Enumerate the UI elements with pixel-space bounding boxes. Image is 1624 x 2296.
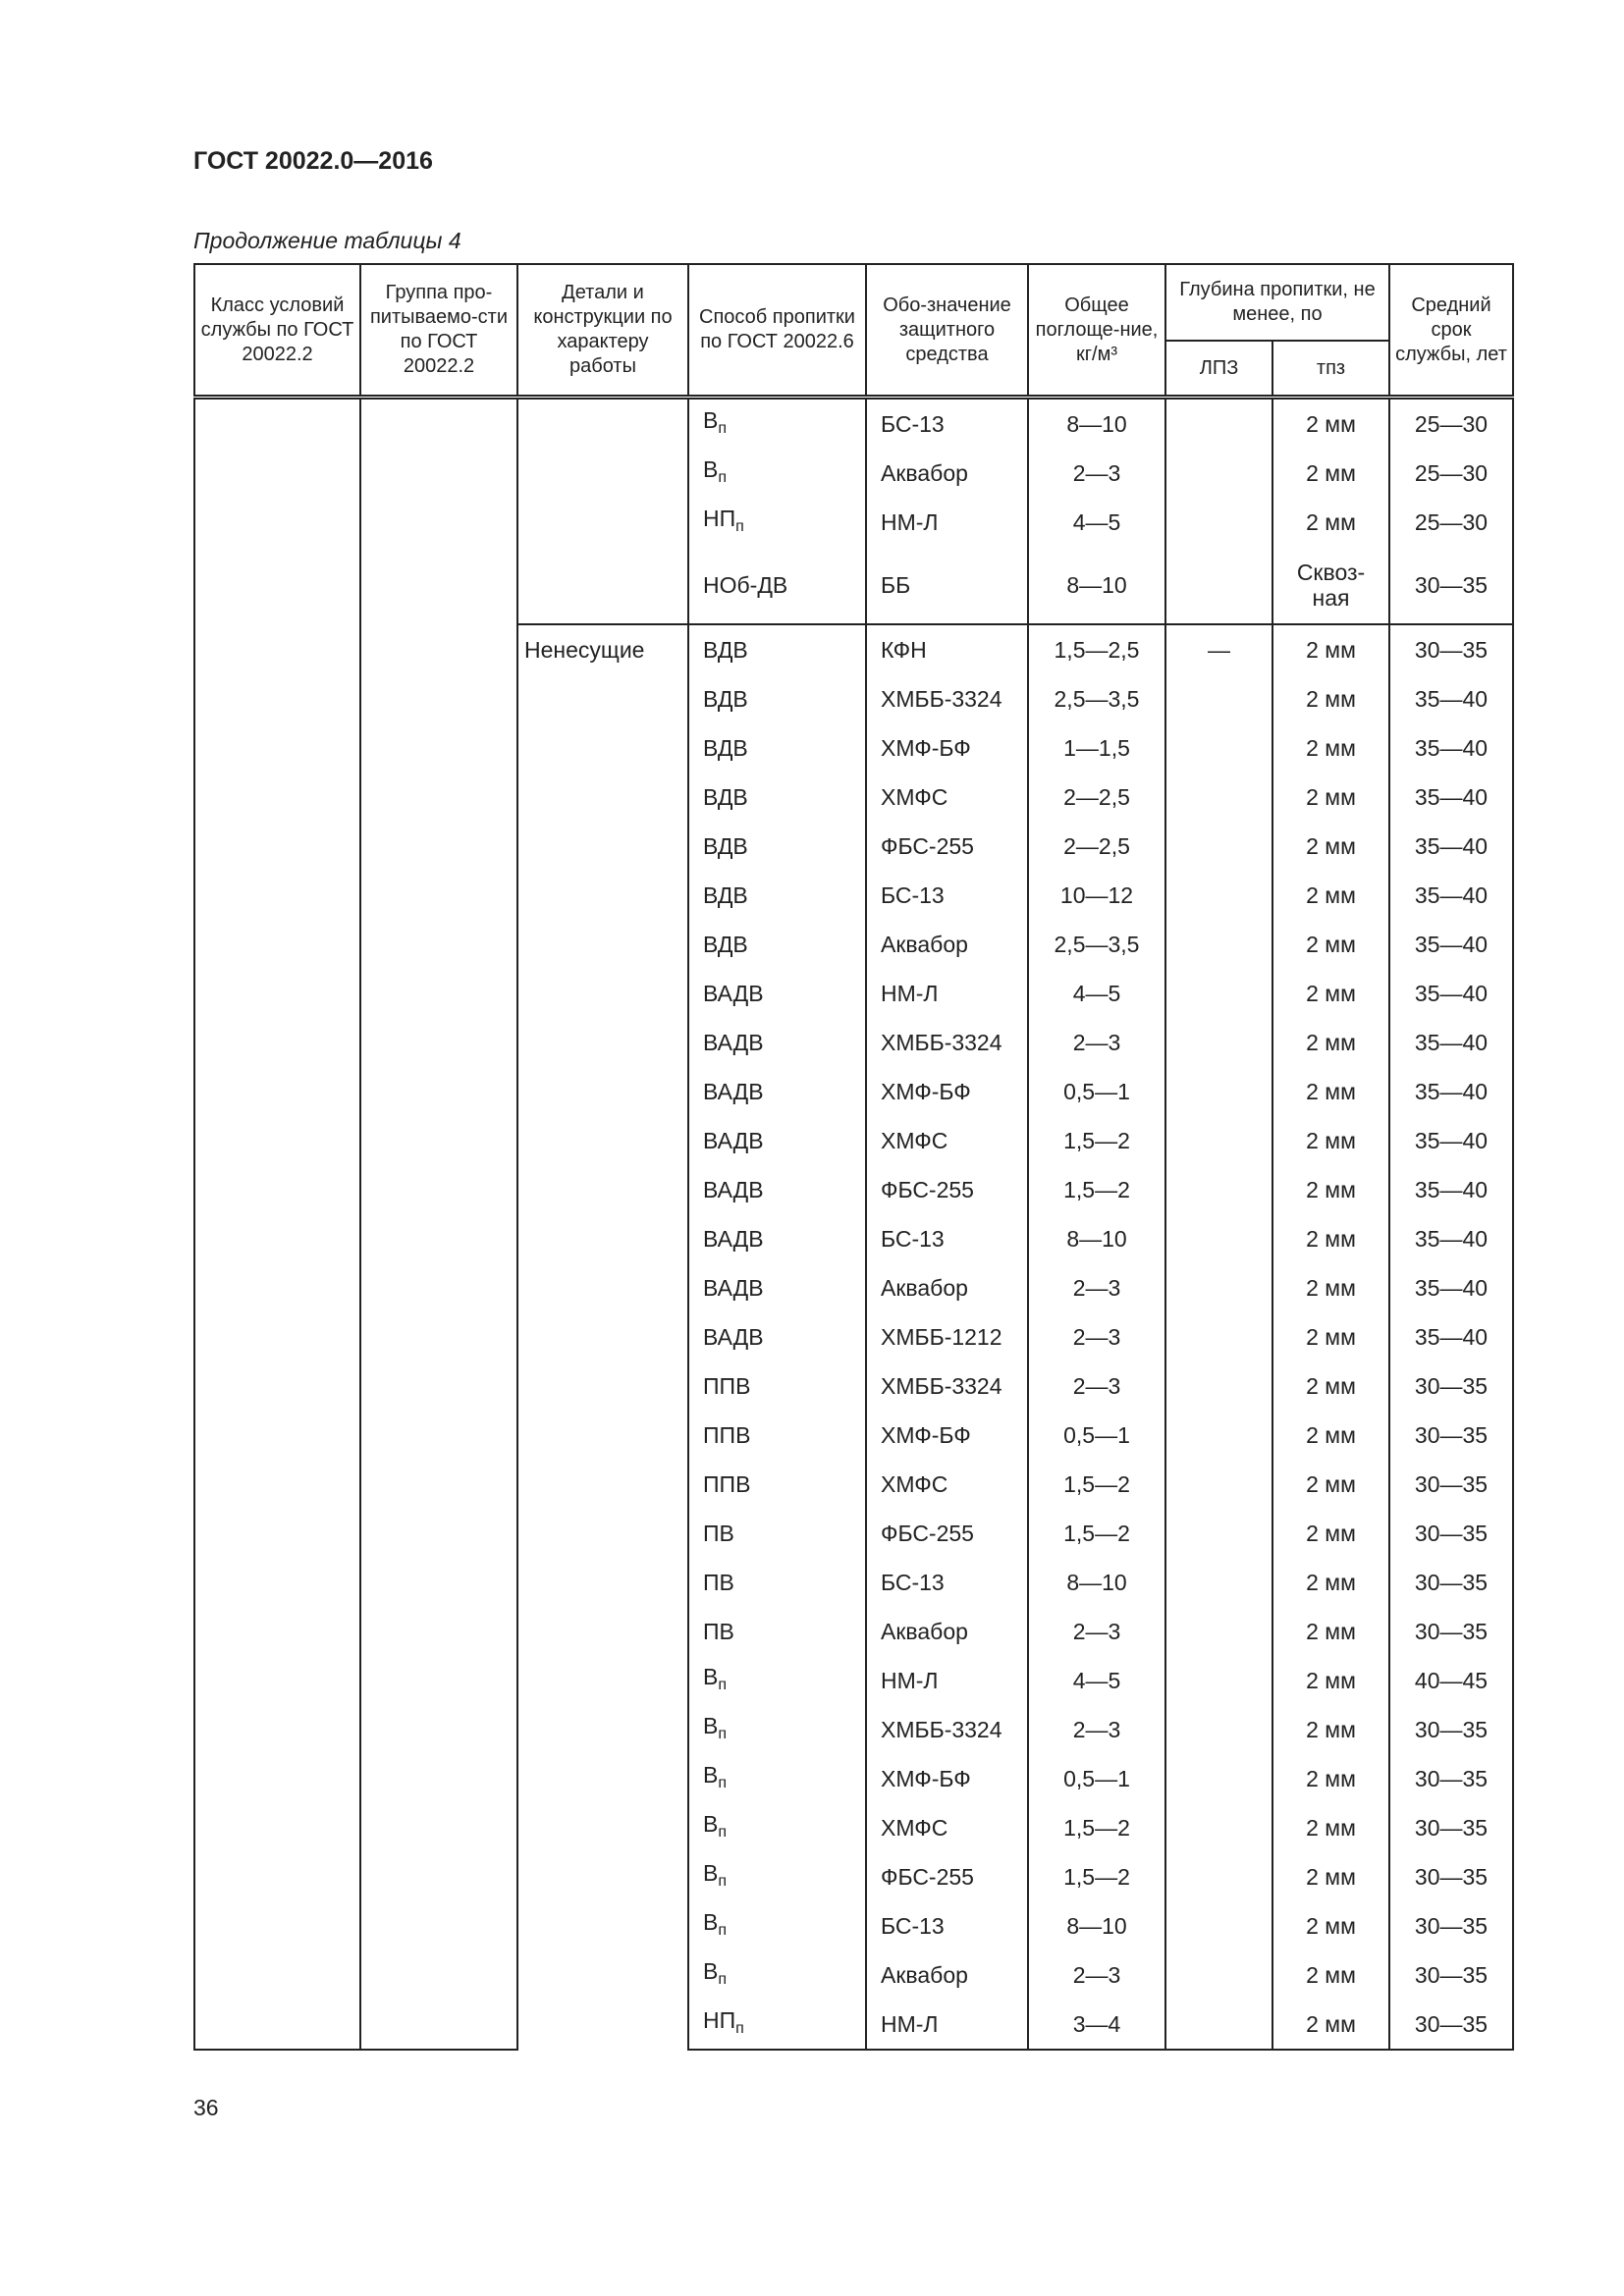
cell-agent: ФБС-255 [866,822,1028,871]
cell-agent: Аквабор [866,1263,1028,1312]
cell-service: 35—40 [1389,920,1513,969]
cell-absorption: 1,5—2 [1028,1165,1165,1214]
cell-service: 30—35 [1389,1852,1513,1901]
cell-method [688,547,866,624]
cell-agent: ХМФС [866,1116,1028,1165]
cell-agent: ББ [866,547,1028,624]
cell-method [688,1018,866,1067]
cell-service: 25—30 [1389,498,1513,547]
cell-service: 30—35 [1389,1411,1513,1460]
cell-agent: КФН [866,624,1028,674]
method-code: ПВ [703,1619,734,1644]
cell-service: 35—40 [1389,1312,1513,1362]
method-code: ВАДВ [703,1226,764,1252]
cell-absorption: 2—3 [1028,1263,1165,1312]
cell-service: 35—40 [1389,969,1513,1018]
cell-lpz [1165,547,1272,624]
method-subscript: п [718,1676,728,1693]
cell-agent: НМ-Л [866,2000,1028,2050]
cell-lpz [1165,969,1272,1018]
cell-lpz [1165,1901,1272,1950]
cell-absorption: 8—10 [1028,398,1165,450]
cell-lpz [1165,498,1272,547]
cell-lpz [1165,1803,1272,1852]
cell-lpz [1165,398,1272,450]
cell-absorption: 8—10 [1028,1214,1165,1263]
cell-method [688,1411,866,1460]
cell-tpz: 2 мм [1272,1263,1389,1312]
cell-tpz: 2 мм [1272,723,1389,773]
cell-method [688,1656,866,1705]
cell-method [688,871,866,920]
cell-absorption: 2—3 [1028,1950,1165,2000]
cell-tpz: Сквоз-ная [1272,547,1389,624]
cell-service: 35—40 [1389,822,1513,871]
cell-method [688,1362,866,1411]
method-subscript: п [718,1872,728,1890]
cell-method [688,1509,866,1558]
cell-absorption: 2—3 [1028,449,1165,498]
cell-service: 25—30 [1389,398,1513,450]
cell-tpz: 2 мм [1272,1165,1389,1214]
cell-absorption: 1,5—2,5 [1028,624,1165,674]
cell-agent: НМ-Л [866,498,1028,547]
cell-lpz [1165,2000,1272,2050]
method-code: В [703,1859,719,1886]
cell-absorption: 0,5—1 [1028,1067,1165,1116]
header-absorption: Общее поглоще-ние, кг/м³ [1028,264,1165,398]
method-code: ВДВ [703,882,748,908]
cell-method [688,1067,866,1116]
cell-absorption: 2—3 [1028,1018,1165,1067]
cell-service: 30—35 [1389,1754,1513,1803]
method-code: В [703,455,719,482]
table-row [194,398,1513,450]
method-code: В [703,1712,719,1738]
cell-absorption: 2—3 [1028,1312,1165,1362]
cell-lpz [1165,1656,1272,1705]
cell-lpz [1165,1362,1272,1411]
cell-method [688,624,866,674]
cell-method [688,1558,866,1607]
header-agent: Обо-значение защитного средства [866,264,1028,398]
cell-method [688,674,866,723]
header-service: Средний срок службы, лет [1389,264,1513,398]
cell-lpz [1165,1460,1272,1509]
cell-absorption: 0,5—1 [1028,1411,1165,1460]
cell-service: 30—35 [1389,1901,1513,1950]
header-tpz: тпз [1272,341,1389,398]
cell-agent: ФБС-255 [866,1165,1028,1214]
cell-absorption: 4—5 [1028,969,1165,1018]
cell-method [688,1852,866,1901]
cell-lpz [1165,1852,1272,1901]
cell-service: 35—40 [1389,1116,1513,1165]
cell-lpz [1165,1509,1272,1558]
method-code: В [703,406,719,433]
method-code: ПВ [703,1570,734,1595]
cell-service: 30—35 [1389,547,1513,624]
cell-method [688,773,866,822]
cell-service: 30—35 [1389,1950,1513,2000]
cell-service: 35—40 [1389,1165,1513,1214]
cell-lpz [1165,871,1272,920]
cell-tpz: 2 мм [1272,1901,1389,1950]
cell-method [688,969,866,1018]
cell-lpz [1165,1705,1272,1754]
cell-lpz [1165,1067,1272,1116]
cell-method [688,1705,866,1754]
cell-method [688,1901,866,1950]
method-subscript: п [735,517,744,535]
header-group: Группа про-питываемо-сти по ГОСТ 20022.2 [360,264,517,398]
cell-tpz: 2 мм [1272,674,1389,723]
method-code: В [703,1663,719,1689]
method-code: ВДВ [703,932,748,957]
method-code: ВАДВ [703,1079,764,1104]
cell-absorption: 8—10 [1028,547,1165,624]
method-code: ПВ [703,1521,734,1546]
cell-absorption: 2—2,5 [1028,773,1165,822]
cell-service: 30—35 [1389,1362,1513,1411]
cell-absorption: 8—10 [1028,1558,1165,1607]
cell-method [688,1312,866,1362]
cell-lpz [1165,822,1272,871]
method-subscript: п [735,2019,744,2037]
cell-agent: НМ-Л [866,969,1028,1018]
document-title: ГОСТ 20022.0—2016 [193,147,433,175]
cell-tpz: 2 мм [1272,969,1389,1018]
cell-method [688,822,866,871]
cell-agent: НМ-Л [866,1656,1028,1705]
cell-absorption: 2,5—3,5 [1028,674,1165,723]
page-number: 36 [193,2095,219,2120]
cell-service: 30—35 [1389,1558,1513,1607]
cell-details: Ненесущие [517,624,688,2050]
method-code: НП [703,505,736,531]
cell-tpz: 2 мм [1272,1803,1389,1852]
method-code: НОб-ДВ [703,572,788,598]
cell-lpz [1165,1558,1272,1607]
cell-absorption: 2—2,5 [1028,822,1165,871]
cell-lpz [1165,1214,1272,1263]
table-body [194,398,1513,2051]
cell-agent: Аквабор [866,449,1028,498]
cell-service: 25—30 [1389,449,1513,498]
cell-agent: ХМББ-3324 [866,1362,1028,1411]
cell-service: 40—45 [1389,1656,1513,1705]
method-code: В [703,1761,719,1788]
cell-absorption: 2—3 [1028,1607,1165,1656]
cell-service: 30—35 [1389,624,1513,674]
cell-tpz: 2 мм [1272,1411,1389,1460]
method-subscript: п [718,419,728,437]
method-subscript: п [718,468,728,486]
cell-absorption: 0,5—1 [1028,1754,1165,1803]
method-code: ВАДВ [703,1324,764,1350]
cell-service: 30—35 [1389,1705,1513,1754]
cell-absorption: 8—10 [1028,1901,1165,1950]
header-details: Детали и конструкции по характеру работы [517,264,688,398]
cell-tpz: 2 мм [1272,1950,1389,2000]
cell-absorption: 2,5—3,5 [1028,920,1165,969]
method-code: ППВ [703,1471,751,1497]
cell-absorption: 1,5—2 [1028,1803,1165,1852]
method-code: В [703,1957,719,1984]
cell-lpz [1165,723,1272,773]
cell-agent: БС-13 [866,1901,1028,1950]
cell-tpz: 2 мм [1272,1312,1389,1362]
method-subscript: п [718,1921,728,1939]
cell-service: 30—35 [1389,1607,1513,1656]
cell-absorption: 4—5 [1028,1656,1165,1705]
method-subscript: п [718,1970,728,1988]
cell-tpz: 2 мм [1272,624,1389,674]
cell-agent: ФБС-255 [866,1852,1028,1901]
cell-lpz [1165,773,1272,822]
cell-agent: БС-13 [866,398,1028,450]
cell-agent: Аквабор [866,1607,1028,1656]
cell-service: 35—40 [1389,773,1513,822]
method-code: ВДВ [703,833,748,859]
cell-lpz [1165,920,1272,969]
cell-lpz [1165,1116,1272,1165]
cell-tpz: 2 мм [1272,920,1389,969]
cell-service: 35—40 [1389,1263,1513,1312]
cell-agent: ХМФ-БФ [866,1754,1028,1803]
cell-absorption: 1,5—2 [1028,1116,1165,1165]
cell-absorption: 3—4 [1028,2000,1165,2050]
cell-service: 30—35 [1389,1460,1513,1509]
method-subscript: п [718,1823,728,1841]
cell-lpz [1165,1312,1272,1362]
method-code: ВАДВ [703,981,764,1006]
cell-tpz: 2 мм [1272,2000,1389,2050]
method-code: ВАДВ [703,1030,764,1055]
cell-service: 35—40 [1389,1067,1513,1116]
cell-agent: Аквабор [866,920,1028,969]
cell-agent: ХМББ-3324 [866,1018,1028,1067]
cell-tpz: 2 мм [1272,1558,1389,1607]
cell-service: 30—35 [1389,1509,1513,1558]
cell-agent: Аквабор [866,1950,1028,2000]
method-subscript: п [718,1725,728,1742]
cell-tpz: 2 мм [1272,398,1389,450]
cell-lpz [1165,1018,1272,1067]
cell-lpz [1165,1263,1272,1312]
cell-absorption: 2—3 [1028,1362,1165,1411]
cell-absorption: 10—12 [1028,871,1165,920]
cell-agent: ХМФ-БФ [866,723,1028,773]
cell-service: 35—40 [1389,723,1513,773]
method-code: ВАДВ [703,1275,764,1301]
cell-method [688,2000,866,2050]
impregnation-table [193,263,1514,2051]
cell-absorption: 2—3 [1028,1705,1165,1754]
cell-method [688,498,866,547]
method-code: ППВ [703,1373,751,1399]
method-code: ВДВ [703,735,748,761]
cell-method [688,723,866,773]
cell-agent: ХМББ-1212 [866,1312,1028,1362]
cell-tpz: 2 мм [1272,498,1389,547]
cell-lpz [1165,674,1272,723]
cell-method [688,1263,866,1312]
cell-agent: БС-13 [866,1558,1028,1607]
cell-method [688,1460,866,1509]
cell-lpz [1165,449,1272,498]
cell-lpz [1165,1950,1272,2000]
cell-group [360,398,517,2051]
cell-lpz [1165,1607,1272,1656]
cell-agent: БС-13 [866,1214,1028,1263]
table-caption: Продолжение таблицы 4 [193,228,461,253]
cell-method [688,449,866,498]
cell-lpz: — [1165,624,1272,674]
cell-absorption: 1,5—2 [1028,1460,1165,1509]
cell-method [688,1803,866,1852]
method-code: НП [703,2006,736,2033]
cell-agent: ХМФ-БФ [866,1067,1028,1116]
cell-agent: ХМББ-3324 [866,674,1028,723]
cell-agent: ХМББ-3324 [866,1705,1028,1754]
cell-absorption: 1,5—2 [1028,1509,1165,1558]
cell-method [688,1165,866,1214]
cell-method [688,1754,866,1803]
table-header [194,264,1513,398]
method-code: ВДВ [703,784,748,810]
cell-tpz: 2 мм [1272,773,1389,822]
cell-agent: ХМФС [866,1460,1028,1509]
cell-tpz: 2 мм [1272,1656,1389,1705]
cell-service: 30—35 [1389,1803,1513,1852]
cell-method [688,1607,866,1656]
cell-tpz: 2 мм [1272,1067,1389,1116]
cell-agent: ХМФС [866,1803,1028,1852]
cell-lpz [1165,1754,1272,1803]
method-code: В [703,1810,719,1837]
cell-tpz: 2 мм [1272,1705,1389,1754]
cell-absorption: 4—5 [1028,498,1165,547]
cell-method [688,920,866,969]
cell-agent: ФБС-255 [866,1509,1028,1558]
header-method: Способ пропитки по ГОСТ 20022.6 [688,264,866,398]
cell-method [688,1116,866,1165]
cell-method [688,398,866,450]
method-code: ВДВ [703,686,748,712]
header-lpz: ЛПЗ [1165,341,1272,398]
cell-tpz: 2 мм [1272,1852,1389,1901]
cell-absorption: 1—1,5 [1028,723,1165,773]
cell-tpz: 2 мм [1272,1607,1389,1656]
cell-class [194,398,360,2051]
cell-agent: ХМФС [866,773,1028,822]
cell-agent: ХМФ-БФ [866,1411,1028,1460]
cell-tpz: 2 мм [1272,871,1389,920]
cell-tpz: 2 мм [1272,1018,1389,1067]
cell-method [688,1950,866,2000]
method-code: В [703,1908,719,1935]
cell-details [517,398,688,625]
method-code: ВДВ [703,637,748,663]
cell-tpz: 2 мм [1272,1116,1389,1165]
header-depth-group: Глубина пропитки, не менее, по [1165,264,1389,341]
method-code: ППВ [703,1422,751,1448]
cell-lpz [1165,1165,1272,1214]
cell-service: 35—40 [1389,1214,1513,1263]
cell-tpz: 2 мм [1272,822,1389,871]
cell-tpz: 2 мм [1272,1509,1389,1558]
cell-service: 35—40 [1389,674,1513,723]
cell-tpz: 2 мм [1272,449,1389,498]
cell-method [688,1214,866,1263]
cell-tpz: 2 мм [1272,1754,1389,1803]
cell-tpz: 2 мм [1272,1362,1389,1411]
cell-agent: БС-13 [866,871,1028,920]
cell-absorption: 1,5—2 [1028,1852,1165,1901]
cell-service: 35—40 [1389,871,1513,920]
method-subscript: п [718,1774,728,1791]
header-class: Класс условий службы по ГОСТ 20022.2 [194,264,360,398]
cell-service: 35—40 [1389,1018,1513,1067]
method-code: ВАДВ [703,1128,764,1153]
cell-tpz: 2 мм [1272,1460,1389,1509]
method-code: ВАДВ [703,1177,764,1202]
cell-service: 30—35 [1389,2000,1513,2050]
cell-tpz: 2 мм [1272,1214,1389,1263]
cell-lpz [1165,1411,1272,1460]
